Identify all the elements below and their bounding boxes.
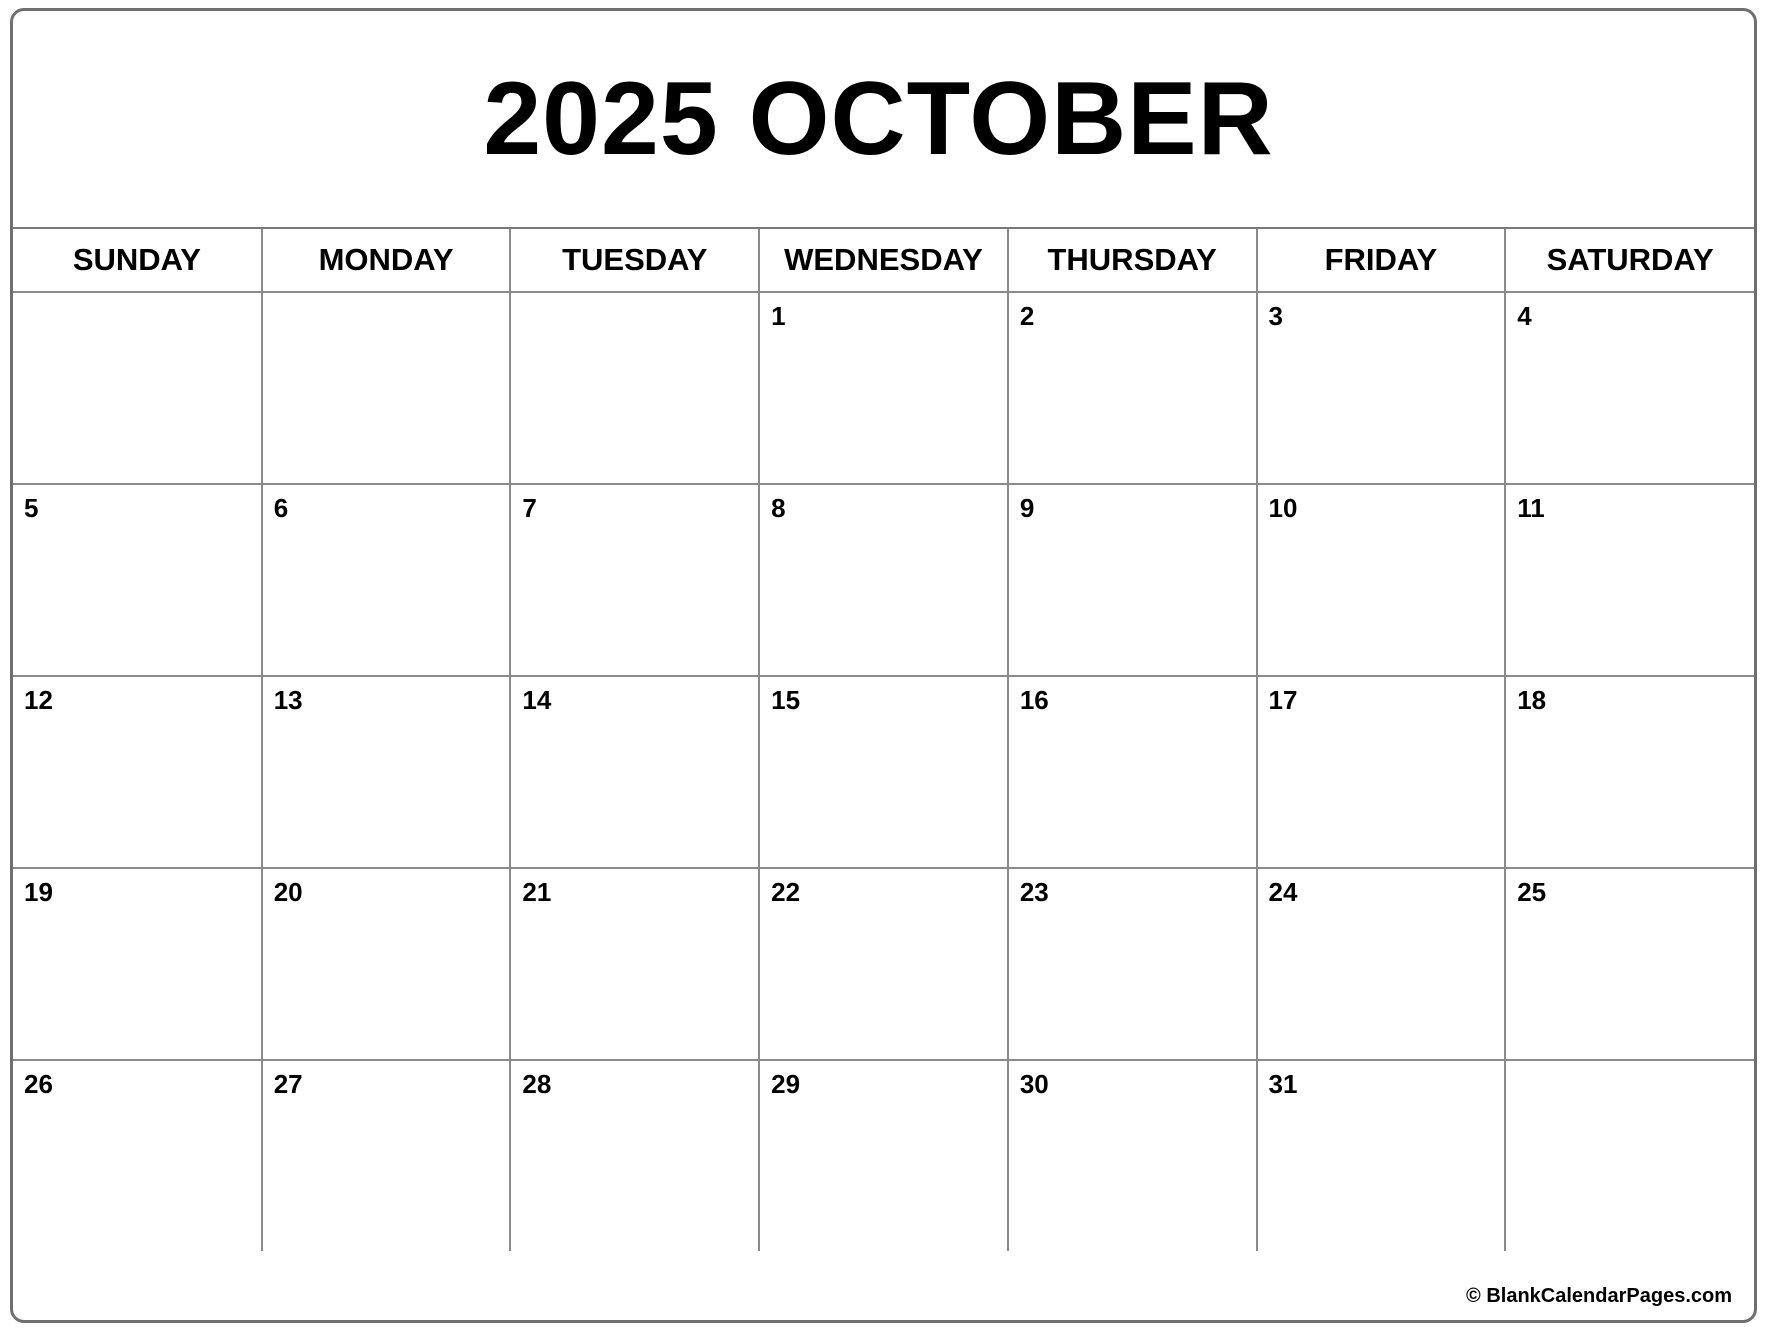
calendar-day-cell[interactable] bbox=[262, 676, 511, 868]
page-title: 2025 OCTOBER bbox=[483, 61, 1274, 177]
weekday-header-wednesday: WEDNESDAY bbox=[759, 229, 1008, 292]
calendar-day-cell[interactable] bbox=[759, 1060, 1008, 1251]
day-number: 31 bbox=[1268, 1069, 1298, 1099]
calendar-day-cell[interactable] bbox=[1008, 868, 1257, 1060]
weekday-header-row bbox=[13, 229, 1754, 292]
day-number: 29 bbox=[771, 1069, 801, 1099]
calendar-day-cell[interactable] bbox=[262, 1060, 511, 1251]
day-number: 22 bbox=[771, 877, 801, 907]
day-number bbox=[511, 293, 758, 303]
day-number: 30 bbox=[1019, 1069, 1049, 1099]
calendar-day-cell[interactable] bbox=[1257, 1060, 1506, 1251]
day-number: 16 bbox=[1019, 685, 1049, 715]
day-number: 10 bbox=[1268, 493, 1298, 523]
weekday-header-friday: FRIDAY bbox=[1257, 229, 1506, 292]
day-number: 3 bbox=[1268, 301, 1283, 331]
calendar-day-cell[interactable] bbox=[1257, 676, 1506, 868]
calendar-title-bar bbox=[13, 11, 1754, 229]
calendar-day-cell[interactable] bbox=[1505, 1060, 1754, 1251]
calendar-day-cell[interactable] bbox=[510, 292, 759, 484]
calendar-week-row bbox=[13, 292, 1754, 484]
calendar-day-cell[interactable] bbox=[1505, 676, 1754, 868]
calendar-week-row bbox=[13, 1060, 1754, 1251]
calendar-day-cell[interactable] bbox=[759, 868, 1008, 1060]
calendar-frame bbox=[10, 8, 1757, 1323]
day-number: 12 bbox=[24, 685, 53, 715]
day-number: 27 bbox=[273, 1069, 303, 1099]
day-number: 26 bbox=[24, 1069, 53, 1099]
day-number: 19 bbox=[24, 877, 53, 907]
day-number: 23 bbox=[1019, 877, 1049, 907]
weekday-header-sunday: SUNDAY bbox=[13, 229, 262, 292]
calendar-day-cell[interactable] bbox=[13, 484, 262, 676]
day-number: 8 bbox=[771, 493, 786, 523]
day-number: 2 bbox=[1019, 301, 1035, 331]
day-number: 5 bbox=[24, 493, 39, 523]
calendar-day-cell[interactable] bbox=[13, 676, 262, 868]
copyright-credit: © BlankCalendarPages.com bbox=[1466, 1285, 1732, 1307]
day-number: 17 bbox=[1268, 685, 1298, 715]
day-number: 20 bbox=[273, 877, 303, 907]
weekday-header-tuesday: TUESDAY bbox=[510, 229, 759, 292]
calendar-day-cell[interactable] bbox=[1257, 868, 1506, 1060]
weekday-header-monday: MONDAY bbox=[262, 229, 511, 292]
calendar-day-cell[interactable] bbox=[1257, 292, 1506, 484]
calendar-day-cell[interactable] bbox=[759, 292, 1008, 484]
day-number: 15 bbox=[771, 685, 801, 715]
day-number: 13 bbox=[273, 685, 303, 715]
day-number: 6 bbox=[273, 493, 289, 523]
calendar-day-cell[interactable] bbox=[1008, 676, 1257, 868]
day-number: 7 bbox=[522, 493, 537, 523]
calendar-day-cell[interactable] bbox=[510, 484, 759, 676]
calendar-day-cell[interactable] bbox=[262, 868, 511, 1060]
calendar-day-cell[interactable] bbox=[1505, 292, 1754, 484]
calendar-day-cell[interactable] bbox=[13, 292, 262, 484]
calendar-day-cell[interactable] bbox=[1505, 484, 1754, 676]
day-number bbox=[263, 293, 510, 303]
calendar-week-row bbox=[13, 484, 1754, 676]
calendar-week-row bbox=[13, 676, 1754, 868]
calendar-day-cell[interactable] bbox=[1008, 1060, 1257, 1251]
calendar-day-cell[interactable] bbox=[1008, 484, 1257, 676]
calendar-grid bbox=[13, 229, 1754, 1251]
day-number: 24 bbox=[1268, 877, 1298, 907]
calendar-day-cell[interactable] bbox=[510, 676, 759, 868]
calendar-week-row bbox=[13, 868, 1754, 1060]
calendar-day-cell[interactable] bbox=[759, 484, 1008, 676]
weekday-header-thursday: THURSDAY bbox=[1008, 229, 1257, 292]
day-number: 14 bbox=[522, 685, 552, 715]
calendar-day-cell[interactable] bbox=[510, 1060, 759, 1251]
calendar-day-cell[interactable] bbox=[1257, 484, 1506, 676]
day-number: 4 bbox=[1517, 301, 1532, 331]
day-number: 11 bbox=[1517, 493, 1545, 523]
calendar-day-cell[interactable] bbox=[759, 676, 1008, 868]
day-number: 25 bbox=[1517, 877, 1547, 907]
calendar-day-cell[interactable] bbox=[13, 1060, 262, 1251]
calendar-day-cell[interactable] bbox=[262, 484, 511, 676]
weekday-header-saturday: SATURDAY bbox=[1505, 229, 1754, 292]
day-number: 1 bbox=[771, 301, 786, 331]
day-number: 28 bbox=[522, 1069, 552, 1099]
day-number: 9 bbox=[1019, 493, 1035, 523]
day-number: 21 bbox=[522, 877, 552, 907]
day-number bbox=[1506, 1061, 1754, 1071]
calendar-day-cell[interactable] bbox=[262, 292, 511, 484]
day-number bbox=[13, 293, 261, 303]
calendar-day-cell[interactable] bbox=[510, 868, 759, 1060]
calendar-day-cell[interactable] bbox=[13, 868, 262, 1060]
calendar-day-cell[interactable] bbox=[1505, 868, 1754, 1060]
calendar-day-cell[interactable] bbox=[1008, 292, 1257, 484]
day-number: 18 bbox=[1517, 685, 1547, 715]
